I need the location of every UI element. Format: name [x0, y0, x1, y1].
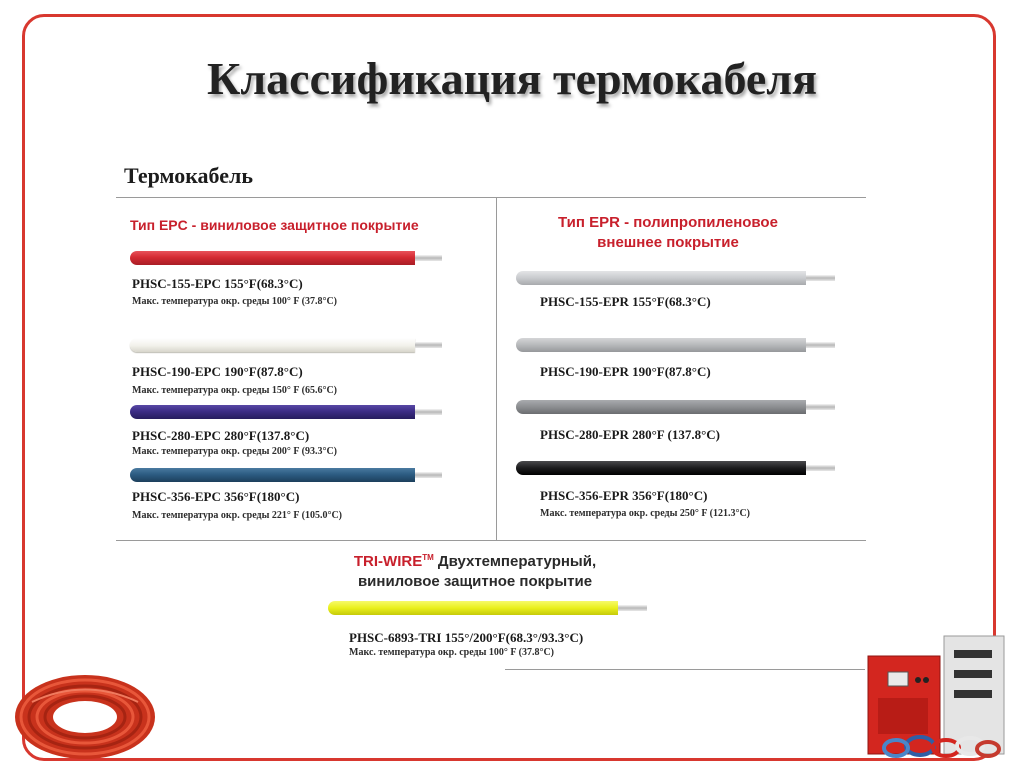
- tri-note: Макс. температура окр. среды 100° F (37.8°C): [349, 647, 555, 658]
- epc-note: Макс. температура окр. среды 100° F (37.8°C): [132, 296, 338, 307]
- epc-note: Макс. температура окр. среды 200° F (93.3°C): [132, 446, 338, 457]
- tri-heading: [325, 548, 625, 592]
- epc-conductor: [415, 472, 442, 478]
- tri-type: TRI-WIRE: [353, 553, 423, 570]
- epc-note: Макс. температура окр. среды 221° F (105.0°C): [132, 510, 343, 521]
- epc-conductor: [415, 409, 442, 415]
- epr-spec: PHSC-190-EPR 190°F(87.8°C): [540, 364, 711, 379]
- epr-description: - полипропиленовое: [619, 214, 778, 231]
- epc-cable-purple: [130, 405, 415, 419]
- epc-conductor: [415, 342, 442, 348]
- epc-spec: PHSC-190-EPC 190°F(87.8°C): [132, 364, 303, 379]
- epc-cable-red: [130, 251, 415, 265]
- epr-cable-lightgray: [516, 271, 806, 285]
- section-subtitle: Термокабель: [124, 163, 253, 188]
- epr-heading: [518, 213, 818, 253]
- epc-conductor: [415, 255, 442, 261]
- table-top-line: [116, 197, 866, 198]
- epr-spec: PHSC-356-EPR 356°F(180°C): [540, 488, 708, 503]
- trademark-mark: TM: [422, 553, 434, 562]
- epr-conductor: [806, 275, 835, 281]
- epc-heading: [130, 215, 419, 235]
- epc-type: Тип EPC: [130, 217, 188, 233]
- epr-conductor: [806, 342, 835, 348]
- epc-spec: PHSC-155-EPC 155°F(68.3°C): [132, 276, 303, 291]
- epr-conductor: [806, 404, 835, 410]
- slide-title: Классификация термокабеля: [207, 53, 817, 104]
- epr-type: Тип EPR: [558, 214, 620, 231]
- table-mid-line: [116, 540, 866, 541]
- tri-description-line2: виниловое защитное покрытие: [357, 573, 593, 590]
- epc-spec: PHSC-280-EPC 280°F(137.8°C): [132, 428, 310, 443]
- epr-cable-darkgray: [516, 400, 806, 414]
- epc-cable-white: [130, 338, 415, 352]
- epr-note: Макс. температура окр. среды 250° F (121.3°C): [540, 508, 751, 519]
- epc-spec: PHSC-356-EPC 356°F(180°C): [132, 489, 300, 504]
- epc-cable-blue: [130, 468, 415, 482]
- tri-cable-yellow: [328, 601, 618, 615]
- cable-coil-icon: [12, 672, 158, 762]
- tri-spec: PHSC-6893-TRI 155°/200°F(68.3°/93.3°C): [349, 630, 584, 645]
- epr-conductor: [806, 465, 835, 471]
- epr-description-line2: внешнее покрытие: [597, 234, 739, 251]
- epc-note: Макс. температура окр. среды 150° F (65.6°C): [132, 385, 338, 396]
- epr-spec: PHSC-280-EPR 280°F (137.8°C): [540, 427, 720, 442]
- epc-description: - виниловое защитное покрытие: [187, 217, 419, 233]
- control-cabinet-icon: [858, 628, 1008, 763]
- epr-cable-black: [516, 461, 806, 475]
- epr-cable-gray: [516, 338, 806, 352]
- table-bottom-line: [505, 669, 865, 670]
- tri-conductor: [618, 605, 647, 611]
- tri-description: Двухтемпературный,: [433, 553, 597, 570]
- table-divider: [496, 197, 497, 540]
- epr-spec: PHSC-155-EPR 155°F(68.3°C): [540, 294, 711, 309]
